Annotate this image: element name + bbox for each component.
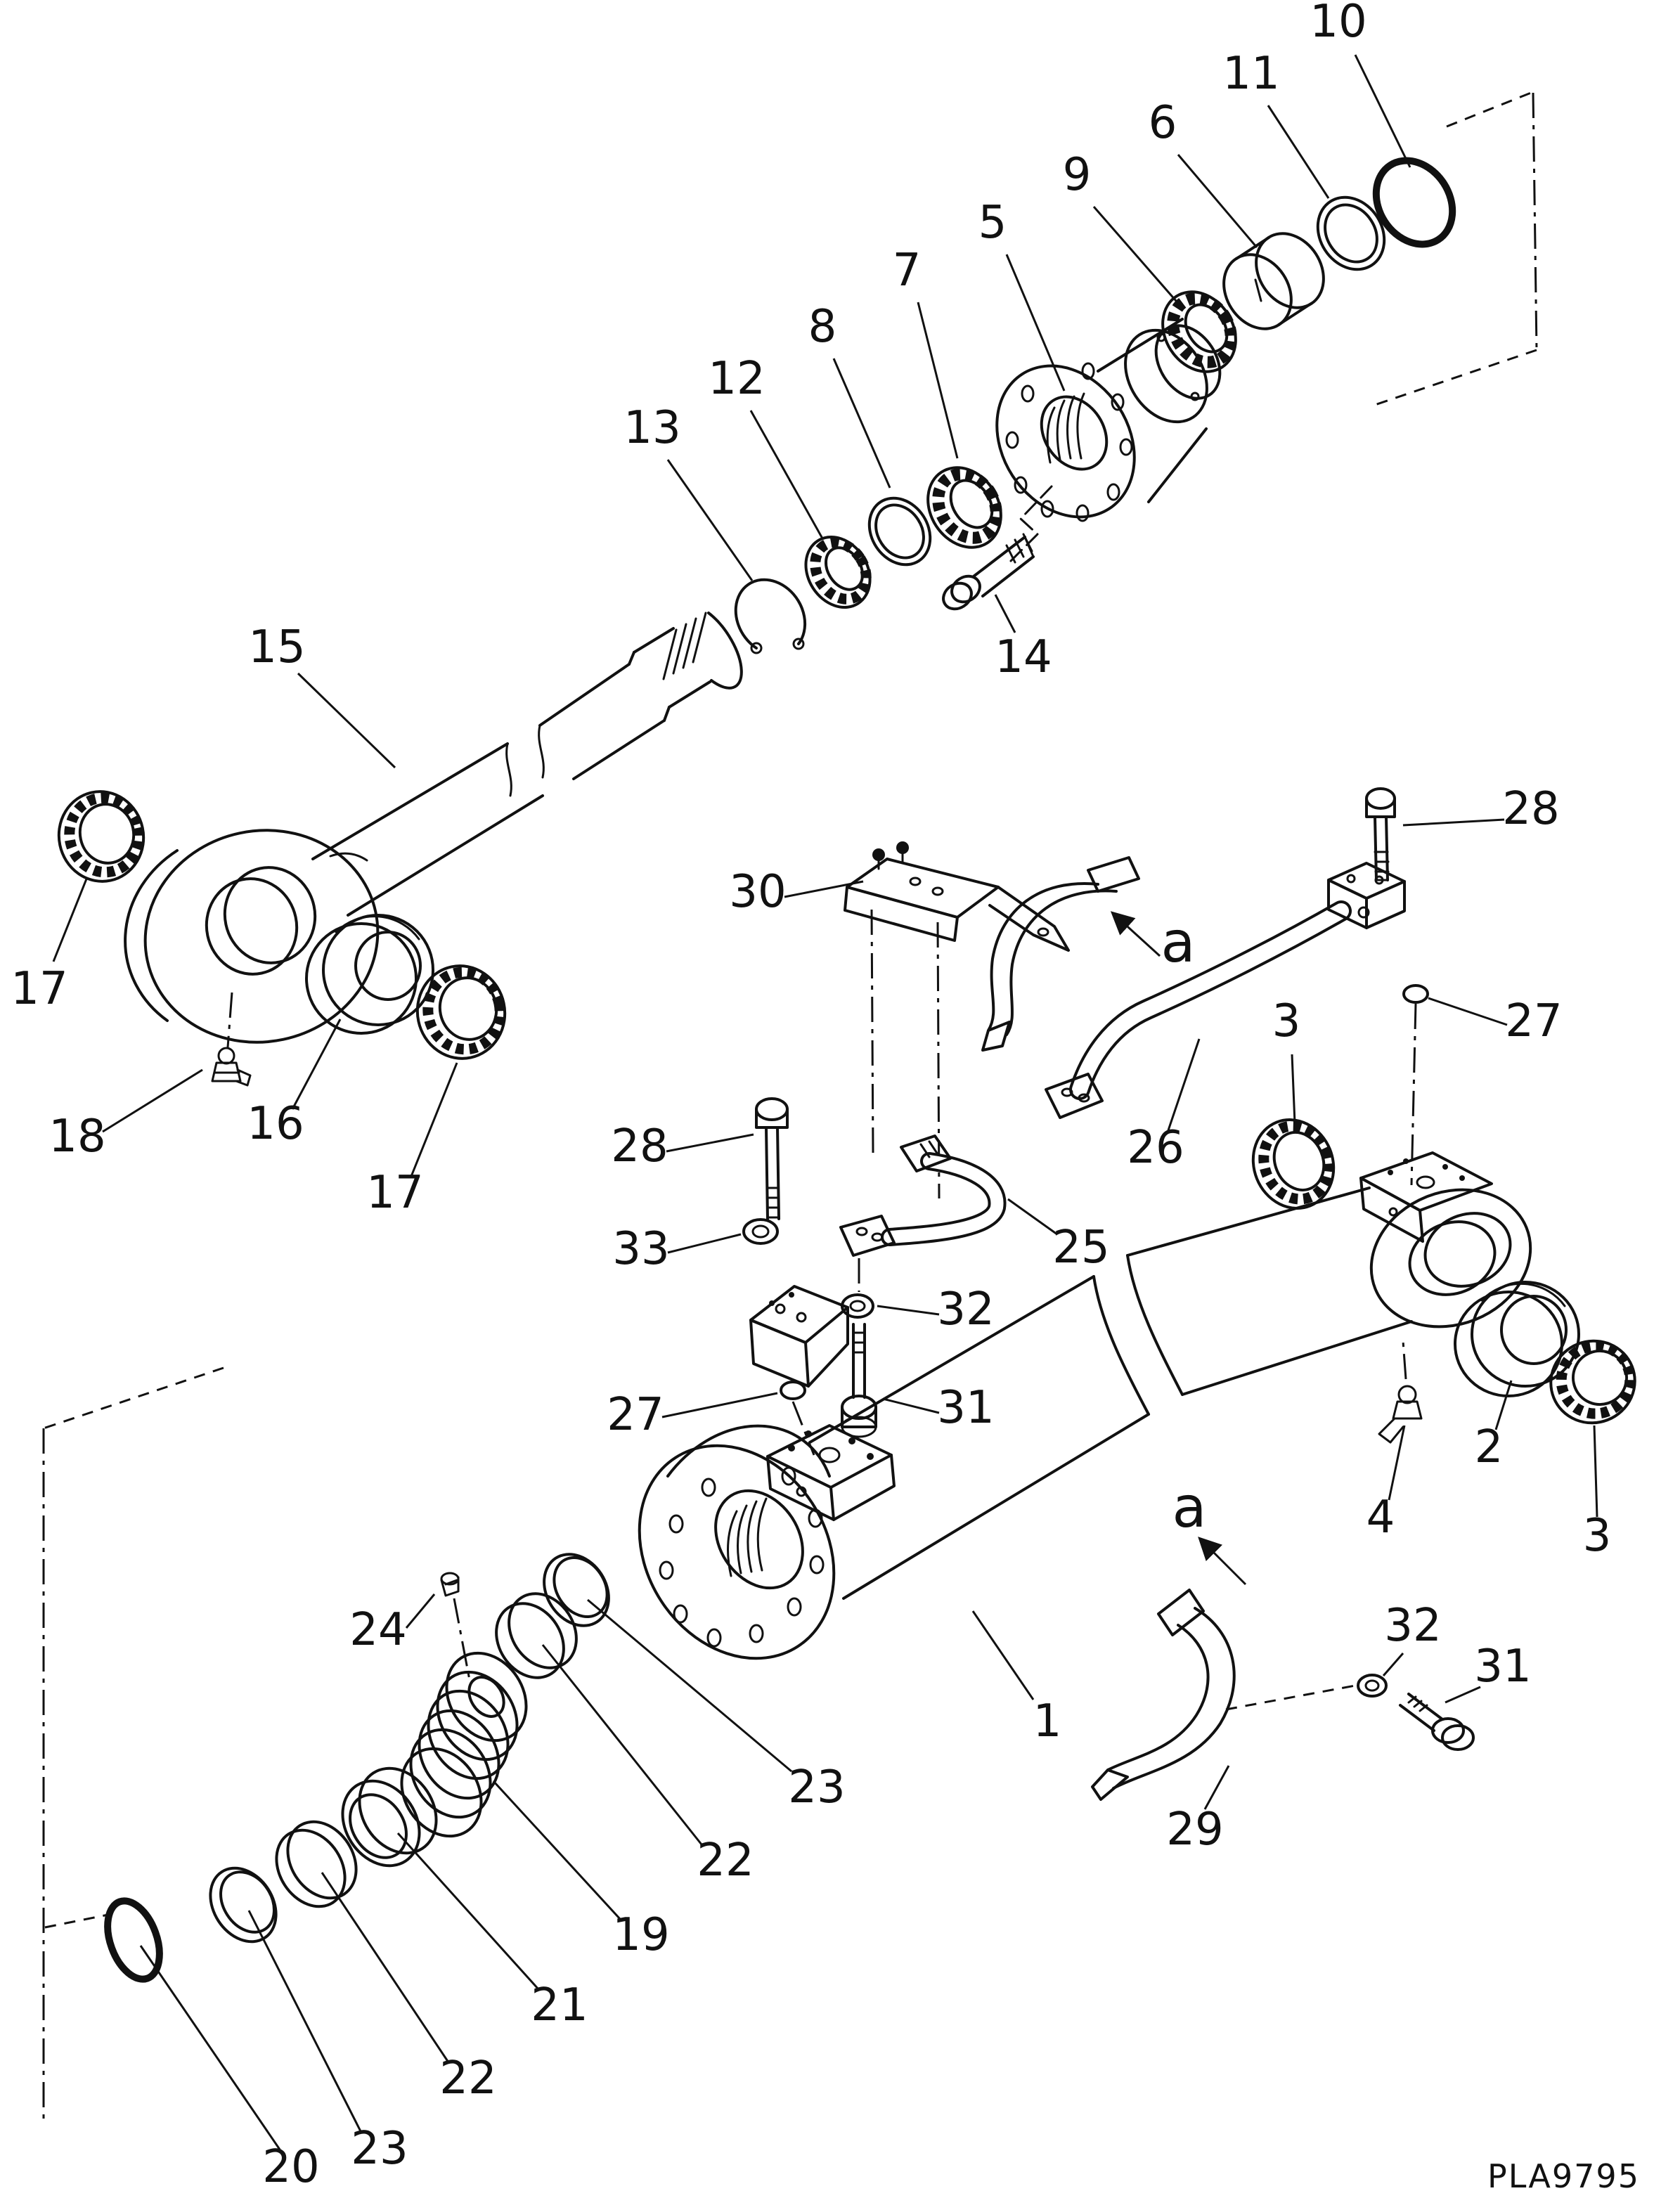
part-31-bolt-bottom bbox=[1400, 1694, 1473, 1750]
part-14-bolt bbox=[938, 534, 1033, 614]
svg-text:24: 24 bbox=[349, 1604, 407, 1656]
part-32-washer-bottom bbox=[1358, 1675, 1386, 1696]
callout-31 bbox=[1445, 1641, 1532, 1702]
callout-5 bbox=[978, 197, 1064, 391]
svg-text:28: 28 bbox=[611, 1120, 668, 1172]
callout-18 bbox=[49, 1070, 202, 1163]
callout-3 bbox=[1272, 995, 1301, 1123]
svg-text:32: 32 bbox=[937, 1284, 995, 1336]
svg-text:27: 27 bbox=[607, 1389, 664, 1441]
part-8-ring bbox=[857, 486, 943, 576]
svg-text:32: 32 bbox=[1384, 1600, 1442, 1652]
callout-9 bbox=[1063, 149, 1181, 306]
part-23-ring-right bbox=[531, 1542, 621, 1638]
saddle-block bbox=[751, 1286, 848, 1386]
part-21-ring bbox=[327, 1754, 452, 1880]
callout-22 bbox=[322, 1873, 497, 2105]
callout-24 bbox=[349, 1594, 434, 1656]
svg-text:15: 15 bbox=[248, 621, 306, 673]
callout-20 bbox=[141, 1946, 320, 2193]
svg-text:31: 31 bbox=[1474, 1641, 1532, 1693]
svg-text:13: 13 bbox=[623, 402, 681, 454]
svg-text:27: 27 bbox=[1505, 995, 1563, 1047]
part-11-backup-ring bbox=[1305, 185, 1398, 283]
svg-text:9: 9 bbox=[1062, 149, 1092, 201]
callout-29 bbox=[1166, 1766, 1229, 1856]
svg-text:17: 17 bbox=[366, 1167, 424, 1219]
svg-text:6: 6 bbox=[1148, 97, 1177, 149]
callout-13 bbox=[623, 402, 752, 581]
callout-19 bbox=[493, 1781, 670, 1961]
svg-text:18: 18 bbox=[49, 1111, 106, 1163]
svg-text:16: 16 bbox=[247, 1098, 304, 1150]
svg-text:25: 25 bbox=[1052, 1222, 1110, 1274]
svg-text:a: a bbox=[1172, 1475, 1207, 1540]
svg-text:31: 31 bbox=[937, 1382, 995, 1434]
svg-text:3: 3 bbox=[1582, 1510, 1612, 1562]
callout-11 bbox=[1222, 48, 1329, 198]
callout-21 bbox=[398, 1833, 588, 2031]
callout-16 bbox=[247, 1019, 340, 1150]
callout-25 bbox=[1008, 1199, 1110, 1274]
view-marker-a bbox=[1172, 1475, 1246, 1584]
callout-17 bbox=[11, 877, 87, 1015]
callout-10 bbox=[1310, 0, 1410, 167]
part-3-bushing-bottom bbox=[1539, 1329, 1648, 1436]
part-12-grooved-ring bbox=[793, 525, 883, 620]
part-29-clamp-band bbox=[1092, 1590, 1355, 1799]
svg-text:22: 22 bbox=[439, 2052, 497, 2105]
svg-text:17: 17 bbox=[11, 963, 68, 1015]
callout-7 bbox=[893, 245, 957, 458]
svg-text:28: 28 bbox=[1502, 783, 1560, 835]
callouts-layer bbox=[11, 0, 1611, 2193]
callout-3 bbox=[1583, 1426, 1612, 1562]
callout-12 bbox=[708, 353, 822, 538]
callout-15 bbox=[248, 621, 395, 768]
part-13-snap-ring bbox=[736, 580, 805, 653]
svg-text:14: 14 bbox=[995, 631, 1052, 683]
svg-text:19: 19 bbox=[612, 1909, 670, 1961]
svg-text:22: 22 bbox=[697, 1835, 754, 1887]
svg-text:8: 8 bbox=[808, 301, 837, 353]
part-17-bushing-right bbox=[409, 958, 514, 1067]
callout-22 bbox=[543, 1645, 754, 1887]
svg-text:7: 7 bbox=[892, 245, 922, 297]
svg-text:1: 1 bbox=[1033, 1695, 1062, 1747]
figure-code: PLA9795 bbox=[1487, 2157, 1640, 2195]
callout-33 bbox=[612, 1223, 741, 1275]
svg-text:a: a bbox=[1161, 910, 1196, 975]
part-17-bushing-left bbox=[51, 784, 152, 889]
svg-text:4: 4 bbox=[1366, 1492, 1395, 1544]
svg-text:26: 26 bbox=[1127, 1122, 1184, 1174]
part-3-bushing-top bbox=[1240, 1108, 1347, 1221]
boundary-bottom-left bbox=[44, 1368, 224, 2119]
part-5-cylinder-head-gland bbox=[969, 313, 1233, 562]
callout-27 bbox=[607, 1389, 777, 1441]
callout-32 bbox=[877, 1284, 995, 1336]
callout-26 bbox=[1127, 1039, 1199, 1174]
svg-text:11: 11 bbox=[1222, 48, 1280, 100]
part-33-washer bbox=[744, 1220, 777, 1243]
svg-text:2: 2 bbox=[1474, 1421, 1504, 1473]
svg-text:23: 23 bbox=[788, 1761, 846, 1814]
callout-14 bbox=[995, 595, 1052, 683]
callout-27 bbox=[1428, 995, 1563, 1047]
svg-text:20: 20 bbox=[262, 2141, 320, 2193]
callout-28 bbox=[611, 1120, 754, 1172]
callout-30 bbox=[729, 866, 863, 918]
view-marker-a bbox=[1113, 910, 1196, 975]
callout-23 bbox=[249, 1911, 408, 2175]
callout-8 bbox=[808, 301, 890, 488]
callout-1 bbox=[973, 1611, 1061, 1747]
svg-text:3: 3 bbox=[1272, 995, 1301, 1047]
svg-text:30: 30 bbox=[729, 866, 787, 918]
part-25-tube bbox=[841, 1136, 997, 1255]
part-22-ring-right bbox=[483, 1581, 590, 1690]
part-19-piston bbox=[385, 1638, 542, 1851]
part-26-tube bbox=[1046, 863, 1404, 1118]
part-28-bolt-left bbox=[756, 1099, 787, 1219]
callout-6 bbox=[1149, 97, 1257, 247]
svg-text:10: 10 bbox=[1310, 0, 1367, 48]
callout-23 bbox=[588, 1600, 846, 1814]
svg-text:29: 29 bbox=[1166, 1804, 1224, 1856]
callout-28 bbox=[1403, 783, 1560, 835]
part-4-grease-fitting bbox=[1379, 1341, 1421, 1442]
svg-text:5: 5 bbox=[978, 197, 1007, 249]
part-23-ring-left bbox=[197, 1856, 289, 1954]
callout-4 bbox=[1366, 1426, 1404, 1544]
callout-32 bbox=[1383, 1600, 1442, 1676]
callout-17 bbox=[366, 1063, 457, 1219]
svg-text:21: 21 bbox=[531, 1979, 588, 2031]
svg-text:12: 12 bbox=[708, 353, 765, 405]
svg-text:33: 33 bbox=[612, 1223, 670, 1275]
part-22-ring-left bbox=[263, 1809, 370, 1919]
svg-text:23: 23 bbox=[351, 2123, 408, 2175]
